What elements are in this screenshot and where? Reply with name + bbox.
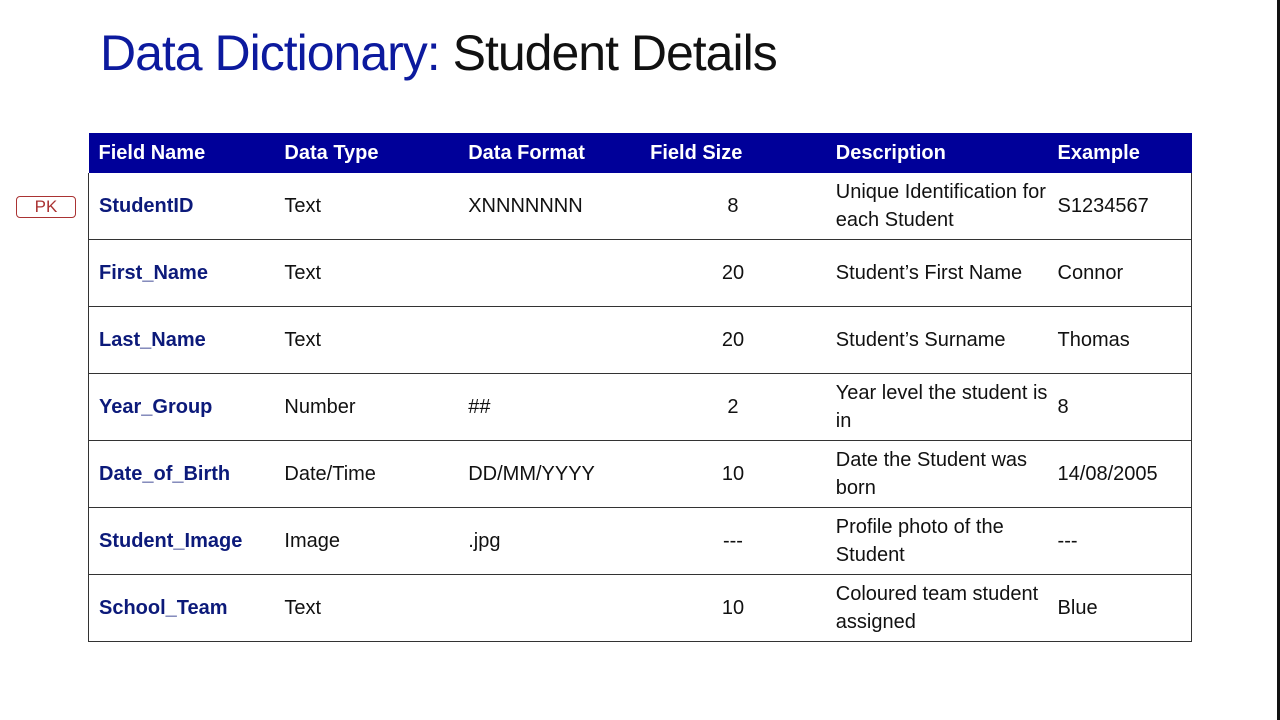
data-type-cell: Text [274, 173, 458, 240]
field-name-cell: StudentID [89, 173, 275, 240]
table-row [89, 240, 1192, 307]
data-format-cell: .jpg [458, 508, 640, 575]
description-cell: Unique Identification for each Student [826, 173, 1048, 240]
example-cell: Connor [1048, 240, 1192, 307]
title-prefix: Data Dictionary: [100, 25, 440, 81]
example-cell: Blue [1048, 575, 1192, 642]
header-data-format: Data Format [458, 133, 640, 173]
data-format-cell: DD/MM/YYYY [458, 441, 640, 508]
header-row [89, 133, 1192, 173]
field-name-cell: Student_Image [89, 508, 275, 575]
field-size-cell: 10 [640, 575, 826, 642]
data-format-cell [458, 307, 640, 374]
table-row [89, 173, 1192, 240]
data-format-cell: ## [458, 374, 640, 441]
page-title [100, 24, 777, 82]
field-name-cell: Last_Name [89, 307, 275, 374]
description-cell: Coloured team student assigned [826, 575, 1048, 642]
field-size-cell: 2 [640, 374, 826, 441]
data-format-cell: XNNNNNNN [458, 173, 640, 240]
data-type-cell: Text [274, 240, 458, 307]
field-name-cell: Date_of_Birth [89, 441, 275, 508]
data-type-cell: Text [274, 307, 458, 374]
data-format-cell [458, 575, 640, 642]
table-row [89, 307, 1192, 374]
field-size-cell: 20 [640, 307, 826, 374]
table-row [89, 508, 1192, 575]
example-cell: S1234567 [1048, 173, 1192, 240]
description-cell: Profile photo of the Student [826, 508, 1048, 575]
field-size-cell: 20 [640, 240, 826, 307]
description-cell: Student’s Surname [826, 307, 1048, 374]
field-name-cell: First_Name [89, 240, 275, 307]
data-type-cell: Text [274, 575, 458, 642]
description-cell: Student’s First Name [826, 240, 1048, 307]
description-cell: Year level the student is in [826, 374, 1048, 441]
header-field-name: Field Name [89, 133, 275, 173]
header-data-type: Data Type [274, 133, 458, 173]
data-dictionary-table [88, 133, 1192, 642]
header-field-size: Field Size [640, 133, 826, 173]
primary-key-badge: PK [16, 196, 76, 218]
data-type-cell: Number [274, 374, 458, 441]
example-cell: 14/08/2005 [1048, 441, 1192, 508]
table-row [89, 575, 1192, 642]
example-cell: 8 [1048, 374, 1192, 441]
table-row [89, 441, 1192, 508]
field-name-cell: School_Team [89, 575, 275, 642]
field-size-cell: --- [640, 508, 826, 575]
data-type-cell: Date/Time [274, 441, 458, 508]
field-size-cell: 8 [640, 173, 826, 240]
field-name-cell: Year_Group [89, 374, 275, 441]
data-type-cell: Image [274, 508, 458, 575]
header-description: Description [826, 133, 1048, 173]
table-row [89, 374, 1192, 441]
description-cell: Date the Student was born [826, 441, 1048, 508]
title-subject: Student Details [452, 25, 777, 81]
field-size-cell: 10 [640, 441, 826, 508]
header-example: Example [1048, 133, 1192, 173]
example-cell: Thomas [1048, 307, 1192, 374]
example-cell: --- [1048, 508, 1192, 575]
data-format-cell [458, 240, 640, 307]
